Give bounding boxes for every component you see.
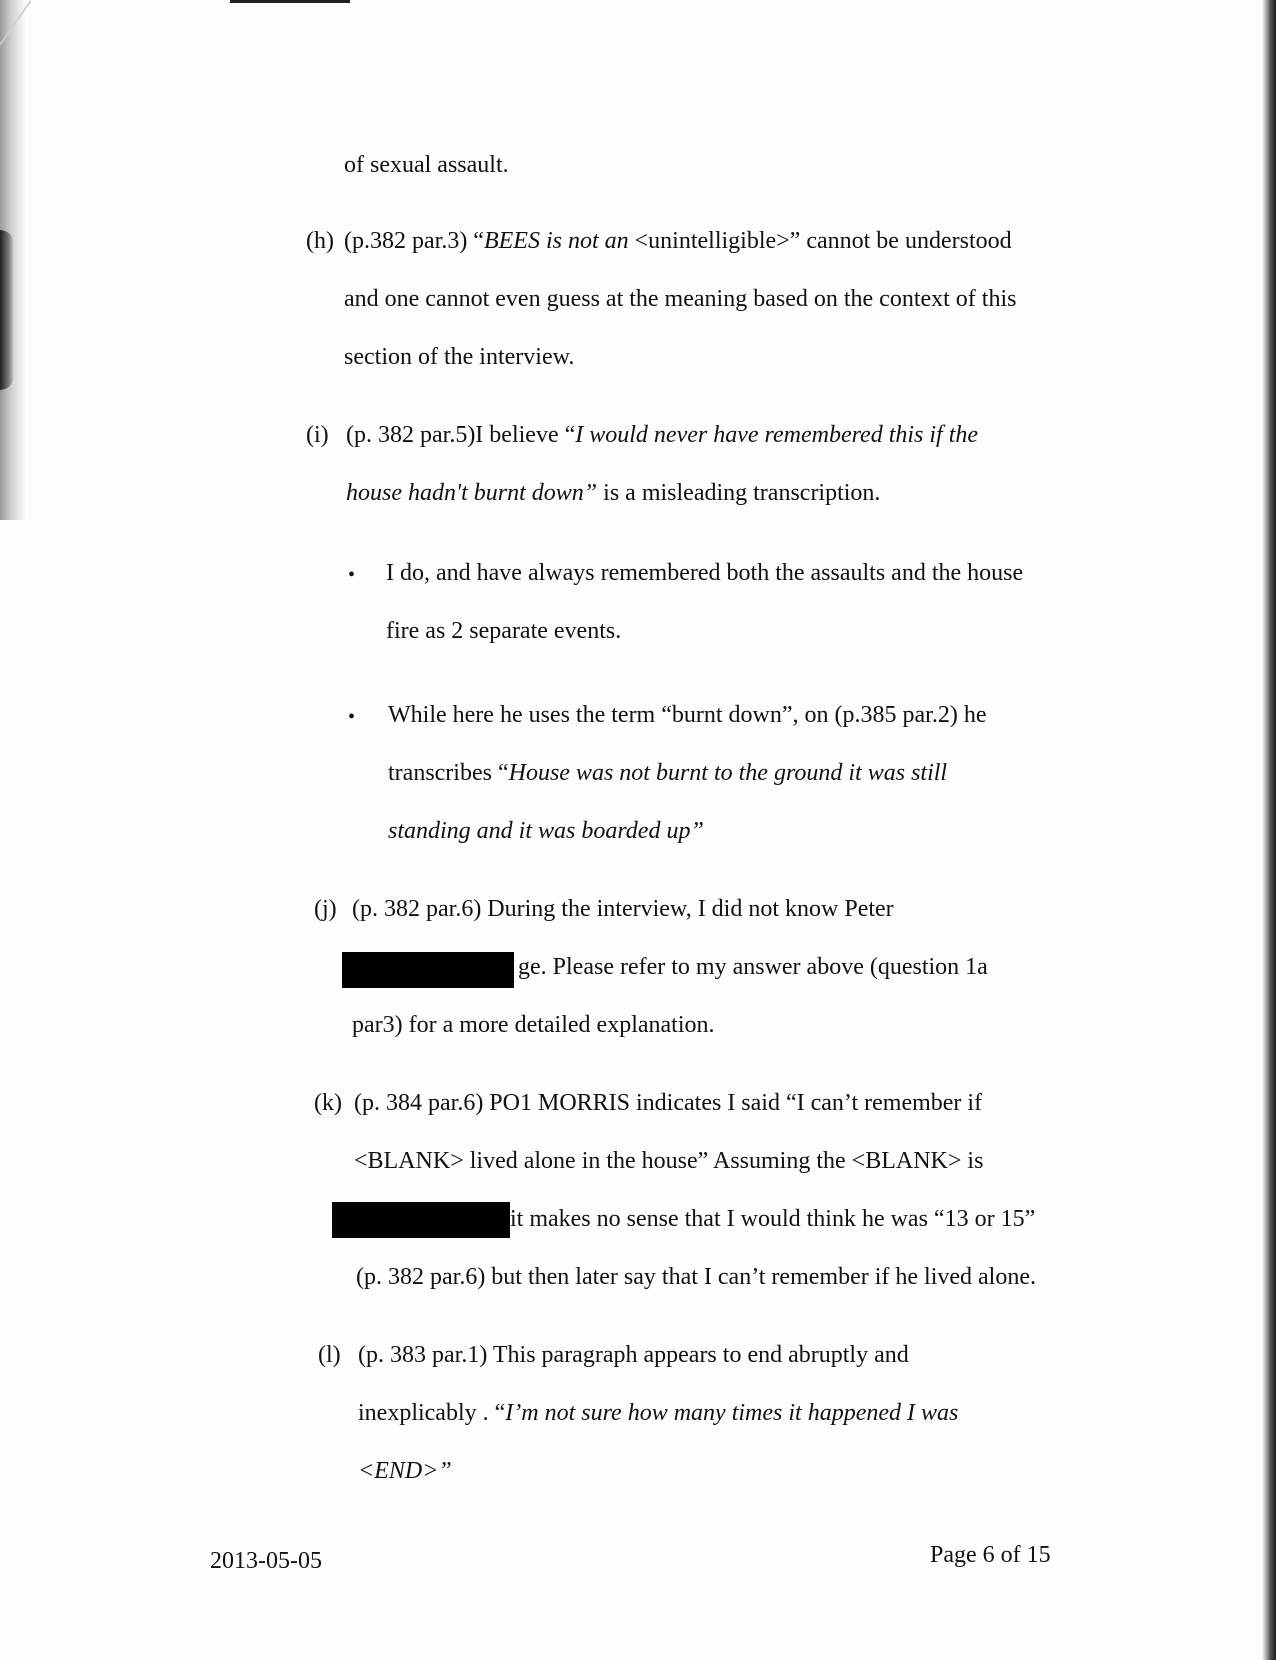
bullet-1-line2: fire as 2 separate events. — [386, 618, 622, 644]
item-l-line3: <END>” — [358, 1458, 452, 1484]
scan-shadow-left-dark — [0, 230, 14, 390]
scan-shadow-right — [1262, 0, 1276, 1660]
bullet-2-line2: transcribes “House was not burnt to the ground it was still — [388, 760, 948, 786]
item-k-line4: (p. 382 par.6) but then later say that I can’t remember if he lived alone. — [356, 1264, 1036, 1290]
footer-date: 2013-05-05 — [210, 1548, 322, 1574]
item-k-line1: (p. 384 par.6) PO1 MORRIS indicates I said “I can’t remember if — [354, 1090, 983, 1116]
item-j-line1: (p. 382 par.6) During the interview, I did not know Peter — [352, 896, 894, 922]
item-h-line1: (p.382 par.3) “BEES is not an <unintelligible>” cannot be understood — [344, 228, 1012, 254]
redaction-box — [342, 952, 514, 988]
item-l-label: (l) — [318, 1342, 341, 1368]
scan-edge-top — [230, 0, 350, 3]
item-l-line1: (p. 383 par.1) This paragraph appears to end abruptly and — [358, 1342, 909, 1368]
item-k-line2: <BLANK> lived alone in the house” Assuming the <BLANK> is — [354, 1148, 984, 1174]
item-j-line2: ge. Please refer to my answer above (question 1a — [518, 954, 988, 980]
continuation-text: of sexual assault. — [344, 152, 509, 178]
bullet-2-line3: standing and it was boarded up” — [388, 818, 704, 844]
bullet-1-line1: I do, and have always remembered both the assaults and the house — [386, 560, 1024, 586]
item-h-line3: section of the interview. — [344, 344, 575, 370]
item-h-line2: and one cannot even guess at the meaning based on the context of this — [344, 286, 1017, 312]
bullet-dot: • — [348, 706, 356, 728]
item-j-label: (j) — [314, 896, 337, 922]
item-h-label: (h) — [306, 228, 334, 254]
item-i-line2: house hadn't burnt down” is a misleading transcription. — [346, 480, 881, 506]
item-k-line3: it makes no sense that I would think he was “13 or 15” — [510, 1206, 1036, 1232]
item-j-line3: par3) for a more detailed explanation. — [352, 1012, 715, 1038]
item-k-label: (k) — [314, 1090, 342, 1116]
item-i-line1: (p. 382 par.5)I believe “I would never have remembered this if the — [346, 422, 979, 448]
bullet-dot: • — [348, 564, 356, 586]
item-l-line2: inexplicably . “I’m not sure how many times it happened I was — [358, 1400, 959, 1426]
redaction-box — [332, 1202, 510, 1238]
footer-page-number: Page 6 of 15 — [930, 1542, 1051, 1568]
item-i-label: (i) — [306, 422, 329, 448]
bullet-2-line1: While here he uses the term “burnt down”, on (p.385 par.2) he — [388, 702, 987, 728]
